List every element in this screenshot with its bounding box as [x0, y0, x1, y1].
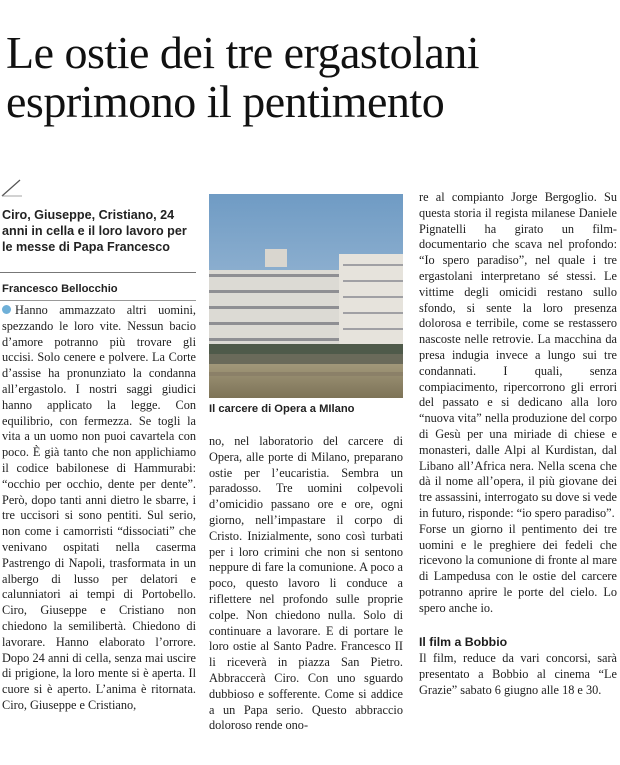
divider [0, 272, 196, 273]
body-text-right-3: Il film, reduce da vari concorsi, sarà presentato a Bobbio al cinema “Le Grazie” sabato 6 giugno alle 18 e 30. [419, 651, 617, 697]
article-column-3 [419, 190, 617, 699]
article-column-1 [2, 303, 196, 714]
section-subhead: Il film a Bobbio [419, 634, 508, 649]
byline: Francesco Bellocchio [2, 283, 118, 295]
prison-photo [209, 194, 403, 398]
bullet-dot-icon [2, 305, 11, 314]
headline [6, 28, 616, 126]
chevron-mark-icon [0, 178, 22, 198]
body-text-mid: no, nel laboratorio del carcere di Opera, alle porte di Milano, preparano ostie per l’eucaristia. Sembra un paradosso. Tre uomini colpevoli d’omicidio passano ore e ore, ogni giorno, nell’impastare il corpo di Cristo. Inizialmente, sono così turbati per i loro crimini che non si sentono neppure di fare la comunione. A poco a poco, questo lavoro li conduce a riflettere nel profondo sulle proprie colpe. Non chiedono nulla. Solo di continuare a lavorare. E di portare le loro ostie al Santo Padre. Francesco II li riceverà in piazza San Pietro. Abbraccerà Ciro. Con uno sguardo dubbioso e sofferente. Come si addice a un Papa serio. Questo abbraccio doloroso rende ono- [209, 434, 403, 733]
headline-line-1: Le ostie dei tre ergastolani [6, 27, 480, 78]
body-text-right-1: re al compianto Jorge Bergoglio. Su questa storia il regista milanese Daniele Pignatelli ha girato un film-documentario che scava nel profondo: “Io spero paradiso”, nel quale i tre ergastolani interpretano sé stessi. Le vittime degli omicidi restano sullo sfondo, si sente la loro presenza dolorosa e terribile, come se restassero nascoste nelle retrovie. La macchina da presa indugia invece a lungo sui tre condannati. I quali, senza compiacimento, ripercorrono gli errori del passato e si dedicano alla loro “nuova vita” nella produzione del corpo di Gesù per una miriade di chiese e monasteri, dalle Alpi al Kurdistan, dal Libano all’Africa nera. Nella scena che dà il nome all’opera, il più giovane dei tre assassini, interrogato su dove si vede in futuro, risponde: “io spero paradiso”. [419, 190, 617, 520]
body-text-right-2: Forse un giorno il pentimento dei tre uomini e le preghiere dei fedeli che ricevono la comunione di fronte al mare di Lampedusa con le ostie del carcere potranno aprire le porte del cielo. Lo spero anche io. [419, 521, 617, 615]
headline-line-2: esprimono il pentimento [6, 76, 445, 127]
article-column-2 [209, 434, 403, 734]
deck-subtitle: Ciro, Giuseppe, Cristiano, 24 anni in cella e il loro lavoro per le messe di Papa Francesco [2, 208, 187, 254]
divider [0, 300, 196, 301]
body-text-left: Hanno ammazzato altri uomini, spezzando le loro vite. Nessun bacio d’amore potranno più trovare gli uccisi. Solo cenere e polvere. La Corte d’assise ha pronunziato la condanna all’ergastolo. I nostri saggi giudici hanno applicato la legge. Con equilibrio, con fermezza. Se togli la vita a un uomo non puoi cavartela con poco. È già tanto che non applichiamo il codice babilonese di Hammurabi: “occhio per occhio, dente per dente”. Però, dopo tanti anni dietro le sbarre, i tre uccisori si sono pentiti. Sul serio, non come i camorristi “dissociati” che venivano ospitati nella caserma Pastrengo di Napoli, trasformata in un albergo di lusso per delatori e calunniatori ai tempi di Portobello. Ciro, Giuseppe e Cristiano non chiedono la semilibertà. Chiedono di lavorare. Hanno elaborato l’orrore. Dopo 24 anni di cella, senza mai uscire di prigione, la loro mente si è aperta. Il cuore si è aperto. L’anima è ritornata. Ciro, Giuseppe e Cristiano, [2, 303, 196, 712]
photo-caption: Il carcere di Opera a MIlano [209, 403, 355, 415]
